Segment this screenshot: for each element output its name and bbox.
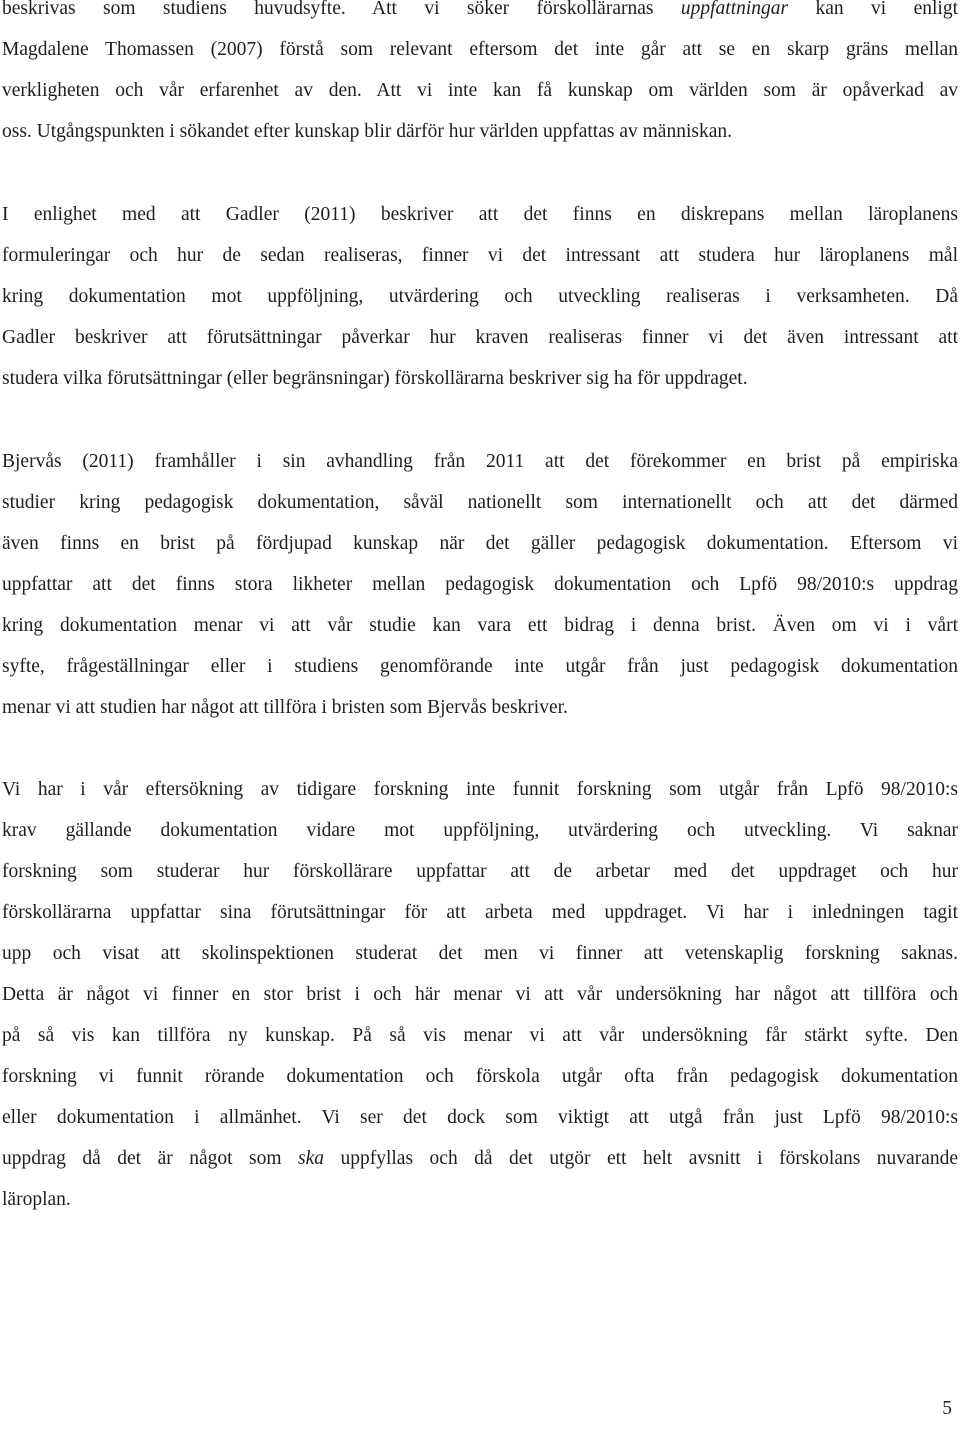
- text-run: menar vi att studien har något att tillföra i bristen som Bjervås beskriver.: [2, 697, 568, 718]
- text-line: [2, 441, 958, 482]
- text-run: förskollärarna uppfattar sina förutsättningar för att arbeta med uppdraget. Vi har i inledningen tagit: [2, 902, 958, 923]
- text-line: [2, 892, 958, 933]
- text-run: Magdalene Thomassen (2007) förstå som relevant eftersom det inte går att se en skarp gräns mellan: [2, 39, 958, 60]
- text-line: [2, 482, 958, 523]
- text-run: studier kring pedagogisk dokumentation, såväl nationellt som internationellt och att det därmed: [2, 492, 958, 513]
- text-line: [2, 1179, 958, 1220]
- text-line: [2, 605, 958, 646]
- text-run: forskning som studerar hur förskollärare uppfattar att de arbetar med det uppdraget och hur: [2, 861, 958, 882]
- text-line: [2, 276, 958, 317]
- text-line: [2, 810, 958, 851]
- text-line: [2, 1015, 958, 1056]
- text-run: kring dokumentation mot uppföljning, utvärdering och utveckling realiseras i verksamheten. Då: [2, 286, 958, 307]
- text-run: verkligheten och vår erfarenhet av den. Att vi inte kan få kunskap om världen som är opåverkad av: [2, 80, 958, 101]
- text-run: uppdrag då det är något som: [2, 1148, 298, 1169]
- text-run: studera vilka förutsättningar (eller begränsningar) förskollärarna beskriver sig ha för uppdraget.: [2, 368, 748, 389]
- text-line: [2, 317, 958, 358]
- text-line: [2, 235, 958, 276]
- text-run: läroplan.: [2, 1189, 71, 1210]
- text-line: [2, 523, 958, 564]
- text-run: även finns en brist på fördjupad kunskap när det gäller pedagogisk dokumentation. Eftersom vi: [2, 533, 958, 554]
- text-run: uppfattar att det finns stora likheter mellan pedagogisk dokumentation och Lpfö 98/2010:s uppdrag: [2, 574, 958, 595]
- text-line: [2, 769, 958, 810]
- text-line: [2, 358, 958, 399]
- text-line: [2, 851, 958, 892]
- text-run: upp och visat att skolinspektionen studerat det men vi finner att vetenskaplig forskning saknas.: [2, 943, 958, 964]
- text-line: [2, 974, 958, 1015]
- text-run: uppfyllas och då det utgör ett helt avsnitt i förskolans nuvarande: [324, 1148, 958, 1169]
- text-run: Vi har i vår eftersökning av tidigare forskning inte funnit forskning som utgår från Lpfö 98/2010:s: [2, 779, 958, 800]
- text-run: Bjervås (2011) framhåller i sin avhandling från 2011 att det förekommer en brist på empiriska: [2, 451, 958, 472]
- text-run: forskning vi funnit rörande dokumentation och förskola utgår ofta från pedagogisk dokumentation: [2, 1066, 958, 1087]
- paragraph-3: [2, 441, 958, 728]
- text-run: på så vis kan tillföra ny kunskap. På så vis menar vi att vår undersökning får stärkt syfte. Den: [2, 1025, 958, 1046]
- emphasized-text: ska: [298, 1148, 324, 1169]
- text-line: [2, 70, 958, 111]
- text-run: I enlighet med att Gadler (2011) beskriver att det finns en diskrepans mellan läroplanens: [2, 204, 958, 225]
- text-line: [2, 0, 958, 29]
- text-line: [2, 29, 958, 70]
- text-line: [2, 687, 958, 728]
- text-line: [2, 933, 958, 974]
- text-line: [2, 194, 958, 235]
- text-run: Gadler beskriver att förutsättningar påverkar hur kraven realiseras finner vi det även intressant att: [2, 327, 958, 348]
- text-line: [2, 1056, 958, 1097]
- text-line: [2, 1097, 958, 1138]
- page-number: 5: [942, 1398, 952, 1419]
- paragraph-1: [2, 0, 958, 152]
- text-run: formuleringar och hur de sedan realiseras, finner vi det intressant att studera hur läroplanens mål: [2, 245, 958, 266]
- text-line: [2, 1138, 958, 1179]
- text-line: [2, 564, 958, 605]
- paragraph-2: [2, 194, 958, 399]
- text-line: [2, 646, 958, 687]
- text-run: oss. Utgångspunkten i sökandet efter kunskap blir därför hur världen uppfattas av människan.: [2, 121, 732, 142]
- emphasized-text: uppfattningar: [680, 0, 789, 19]
- text-run: syfte, frågeställningar eller i studiens genomförande inte utgår från just pedagogisk dokumentation: [2, 656, 958, 677]
- text-line: [2, 111, 958, 152]
- text-run: eller dokumentation i allmänhet. Vi ser det dock som viktigt att utgå från just Lpfö 98/2010:s: [2, 1107, 958, 1128]
- text-run: kan vi enligt: [788, 0, 958, 19]
- text-run: beskrivas som studiens huvudsyfte. Att vi söker förskollärarnas: [2, 0, 681, 19]
- paragraph-4: [2, 769, 958, 1220]
- text-run: krav gällande dokumentation vidare mot uppföljning, utvärdering och utveckling. Vi saknar: [2, 820, 958, 841]
- text-run: kring dokumentation menar vi att vår studie kan vara ett bidrag i denna brist. Även om vi i vårt: [2, 615, 958, 636]
- text-run: Detta är något vi finner en stor brist i och här menar vi att vår undersökning har något att tillföra och: [2, 984, 958, 1005]
